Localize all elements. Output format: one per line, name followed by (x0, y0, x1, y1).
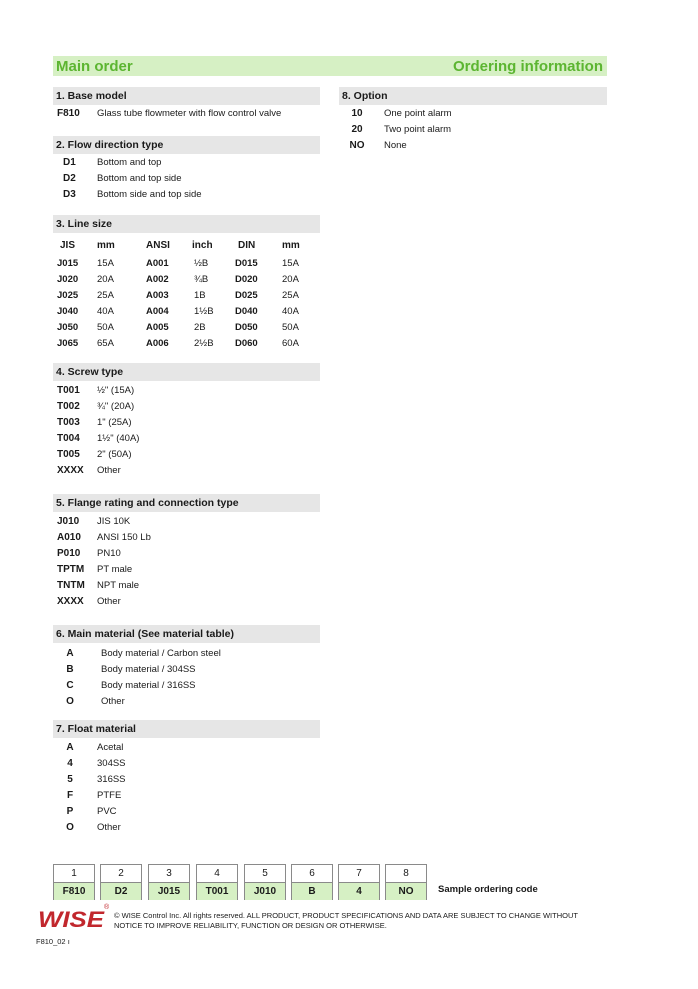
sample-code-value: F810 (54, 883, 94, 900)
item-desc: PTFE (97, 790, 122, 801)
item-desc: PN10 (97, 548, 121, 559)
section-heading-flange-rating: 5. Flange rating and connection type (53, 494, 320, 512)
table-cell: J065 (57, 338, 79, 349)
table-cell: 1½B (194, 306, 214, 317)
table-cell: ¾B (194, 274, 209, 285)
copyright-line-1: © WISE Control Inc. All rights reserved. ALL PRODUCT, PRODUCT SPECIFICATIONS AND DATA ARE SUBJECT TO CHANGE WITHOUT (114, 911, 578, 920)
item-desc: ANSI 150 Lb (97, 532, 151, 543)
table-cell: ½B (194, 258, 209, 269)
registered-mark: ® (104, 904, 110, 911)
item-code: XXXX (57, 465, 84, 476)
item-code: D1 (63, 157, 76, 168)
item-code: F810 (57, 108, 80, 119)
sample-code-value: B (292, 883, 332, 900)
sample-position-number: 2 (101, 865, 141, 883)
sample-position-number: 8 (386, 865, 426, 883)
item-code: F (66, 790, 74, 801)
column-header: JIS (60, 240, 76, 251)
table-cell: 15A (97, 258, 114, 269)
column-header: mm (282, 240, 300, 251)
table-cell: J025 (57, 290, 79, 301)
item-desc: Bottom and top side (97, 173, 182, 184)
item-desc: Body material / 316SS (101, 680, 196, 691)
item-code: O (66, 822, 74, 833)
sample-code-value: 4 (339, 883, 379, 900)
item-desc: Other (97, 596, 121, 607)
sample-position-number: 4 (197, 865, 237, 883)
table-cell: D020 (235, 274, 258, 285)
column-header: mm (97, 240, 115, 251)
table-cell: 50A (97, 322, 114, 333)
section-heading-base-model: 1. Base model (53, 87, 320, 105)
sample-position-number: 6 (292, 865, 332, 883)
item-desc: Other (97, 465, 121, 476)
item-desc: 304SS (97, 758, 126, 769)
table-cell: 60A (282, 338, 299, 349)
table-cell: 2B (194, 322, 206, 333)
copyright-line-2: NOTICE TO IMPROVE RELIABILITY, FUNCTION OR DESIGN OR OTHERWISE. (114, 920, 387, 930)
page-id: F810_02 ı (36, 937, 70, 946)
item-desc: Body material / 304SS (101, 664, 196, 675)
item-desc: 1" (25A) (97, 417, 132, 428)
table-cell: D050 (235, 322, 258, 333)
item-desc: Body material / Carbon steel (101, 648, 221, 659)
section-heading-float-material: 7. Float material (53, 720, 320, 738)
table-cell: A005 (146, 322, 169, 333)
item-code: 5 (67, 774, 73, 785)
copyright-notice (114, 911, 594, 930)
sample-code-value: D2 (101, 883, 141, 900)
item-code: T001 (57, 385, 80, 396)
section-heading-screw-type: 4. Screw type (53, 363, 320, 381)
table-cell: J050 (57, 322, 79, 333)
item-desc: Acetal (97, 742, 124, 753)
item-code: XXXX (57, 596, 84, 607)
column-header: inch (192, 240, 213, 251)
wise-logo (37, 908, 107, 930)
column-header: ANSI (146, 240, 170, 251)
item-desc: Other (101, 696, 125, 707)
table-cell: A004 (146, 306, 169, 317)
item-desc: PVC (97, 806, 117, 817)
table-cell: J015 (57, 258, 79, 269)
table-cell: 50A (282, 322, 299, 333)
item-code: TNTM (57, 580, 85, 591)
banner-left-title: Main order (56, 57, 133, 75)
table-cell: J020 (57, 274, 79, 285)
table-cell: A003 (146, 290, 169, 301)
item-code: D2 (63, 173, 76, 184)
table-cell: A006 (146, 338, 169, 349)
table-cell: 20A (282, 274, 299, 285)
table-cell: 65A (97, 338, 114, 349)
sample-code-box (385, 864, 427, 900)
section-heading-flow-direction: 2. Flow direction type (53, 136, 320, 154)
item-desc: Two point alarm (384, 124, 452, 135)
item-code: T005 (57, 449, 80, 460)
item-desc: JIS 10K (97, 516, 131, 527)
sample-code-box (196, 864, 238, 900)
column-header: DIN (238, 240, 256, 251)
item-desc: One point alarm (384, 108, 452, 119)
banner-right-title: Ordering information (453, 57, 603, 75)
sample-code-value: J015 (149, 883, 189, 900)
item-code: J010 (57, 516, 80, 527)
sample-position-number: 5 (245, 865, 285, 883)
table-cell: D025 (235, 290, 258, 301)
sample-code-value: NO (386, 883, 426, 900)
sample-ordering-label: Sample ordering code (438, 884, 538, 895)
table-cell: D060 (235, 338, 258, 349)
item-desc: None (384, 140, 407, 151)
table-cell: 40A (282, 306, 299, 317)
item-desc: Glass tube flowmeter with flow control valve (97, 108, 282, 119)
item-code: A (66, 648, 74, 659)
table-cell: D040 (235, 306, 258, 317)
table-cell: J040 (57, 306, 79, 317)
item-desc: 316SS (97, 774, 126, 785)
sample-code-box (291, 864, 333, 900)
item-code: NO (349, 140, 365, 151)
table-cell: A001 (146, 258, 169, 269)
item-desc: ½" (15A) (97, 385, 135, 396)
item-desc: PT male (97, 564, 133, 575)
item-desc: NPT male (97, 580, 140, 591)
sample-position-number: 7 (339, 865, 379, 883)
item-desc: Other (97, 822, 121, 833)
item-desc: Bottom side and top side (97, 189, 202, 200)
table-cell: 40A (97, 306, 114, 317)
item-code: C (66, 680, 74, 691)
table-cell: A002 (146, 274, 169, 285)
sample-code-box (244, 864, 286, 900)
item-code: A010 (57, 532, 81, 543)
item-desc: Bottom and top (97, 157, 162, 168)
table-cell: D015 (235, 258, 258, 269)
table-cell: 25A (282, 290, 299, 301)
item-code: A (66, 742, 74, 753)
sample-code-box (148, 864, 190, 900)
title-banner (53, 56, 607, 76)
item-desc: 1½" (40A) (97, 433, 140, 444)
sample-position-number: 3 (149, 865, 189, 883)
item-code: 20 (351, 124, 363, 135)
section-heading-main-material: 6. Main material (See material table) (53, 625, 320, 643)
svg-text:WISE: WISE (38, 908, 106, 930)
item-code: P010 (57, 548, 81, 559)
table-cell: 1B (194, 290, 206, 301)
item-code: TPTM (57, 564, 85, 575)
item-desc: 2" (50A) (97, 449, 132, 460)
sample-code-box (53, 864, 95, 900)
table-cell: 2½B (194, 338, 214, 349)
sample-code-value: J010 (245, 883, 285, 900)
item-code: 4 (67, 758, 73, 769)
item-code: B (66, 664, 74, 675)
table-cell: 15A (282, 258, 299, 269)
section-heading-line-size: 3. Line size (53, 215, 320, 233)
sample-code-value: T001 (197, 883, 237, 900)
section-heading-option: 8. Option (339, 87, 607, 105)
item-code: T002 (57, 401, 80, 412)
item-code: 10 (351, 108, 363, 119)
sample-code-box (100, 864, 142, 900)
table-cell: 25A (97, 290, 114, 301)
item-code: D3 (63, 189, 76, 200)
sample-code-box (338, 864, 380, 900)
item-desc: ¾" (20A) (97, 401, 135, 412)
item-code: P (66, 806, 74, 817)
item-code: O (66, 696, 74, 707)
item-code: T004 (57, 433, 80, 444)
table-cell: 20A (97, 274, 114, 285)
item-code: T003 (57, 417, 80, 428)
sample-position-number: 1 (54, 865, 94, 883)
